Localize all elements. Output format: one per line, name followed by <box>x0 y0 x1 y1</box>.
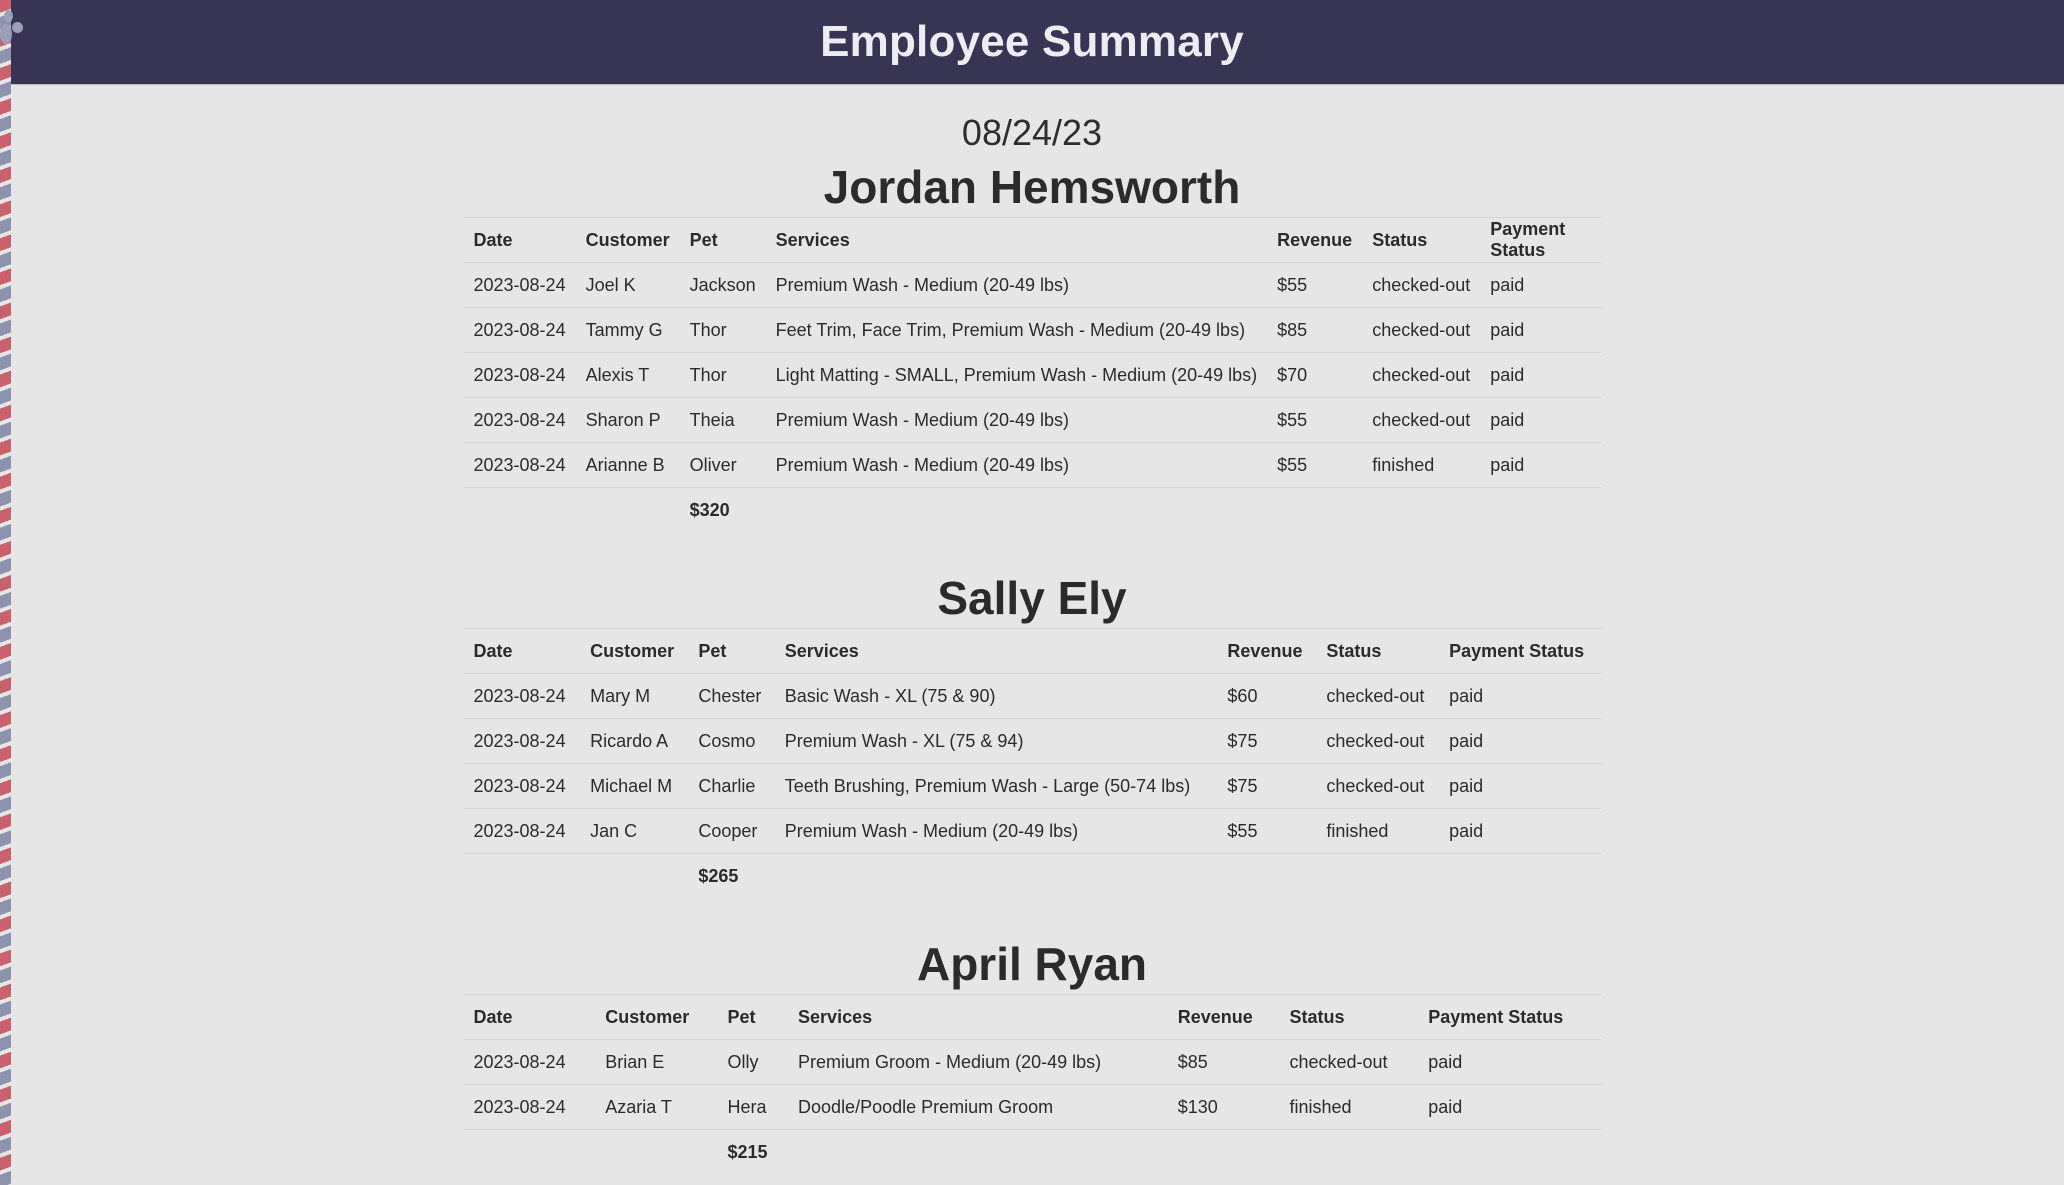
table-row <box>464 674 1601 719</box>
total-row-spacer <box>595 1130 717 1175</box>
cell-status: checked-out <box>1362 308 1480 353</box>
cell-date: 2023-08-24 <box>464 308 576 353</box>
cell-date: 2023-08-24 <box>464 398 576 443</box>
cell-customer: Jan C <box>580 809 688 854</box>
employee-section <box>0 532 2064 898</box>
cell-customer: Sharon P <box>576 398 680 443</box>
column-header-payment-status: Payment Status <box>1418 995 1600 1040</box>
cell-payment-status: paid <box>1480 263 1600 308</box>
cell-revenue: $55 <box>1267 443 1362 488</box>
cell-customer: Alexis T <box>576 353 680 398</box>
cell-pet: Olly <box>717 1040 788 1085</box>
cell-status: finished <box>1316 809 1439 854</box>
cell-customer: Brian E <box>595 1040 717 1085</box>
cell-status: finished <box>1279 1085 1418 1130</box>
cell-services: Teeth Brushing, Premium Wash - Large (50-74 lbs) <box>775 764 1218 809</box>
cell-date: 2023-08-24 <box>464 263 576 308</box>
cell-payment-status: paid <box>1439 809 1600 854</box>
cell-payment-status: paid <box>1418 1085 1600 1130</box>
total-row-spacer <box>1362 488 1480 533</box>
cell-revenue: $60 <box>1217 674 1316 719</box>
column-header-pet: Pet <box>717 995 788 1040</box>
employee-name: Sally Ely <box>937 572 1127 624</box>
table-header-row <box>464 629 1601 674</box>
total-row-spacer <box>1439 854 1600 899</box>
column-header-payment-status: Payment Status <box>1480 218 1600 263</box>
cell-customer: Ricardo A <box>580 719 688 764</box>
table-header-row <box>464 995 1601 1040</box>
column-header-services: Services <box>766 218 1268 263</box>
column-header-customer: Customer <box>576 218 680 263</box>
cell-customer: Michael M <box>580 764 688 809</box>
cell-services: Premium Wash - Medium (20-49 lbs) <box>766 263 1268 308</box>
table-row <box>464 398 1601 443</box>
cell-customer: Mary M <box>580 674 688 719</box>
cell-services: Premium Wash - Medium (20-49 lbs) <box>766 398 1268 443</box>
cell-payment-status: paid <box>1418 1040 1600 1085</box>
cell-services: Premium Groom - Medium (20-49 lbs) <box>788 1040 1168 1085</box>
column-header-services: Services <box>788 995 1168 1040</box>
total-row <box>464 1130 1601 1175</box>
cell-payment-status: paid <box>1480 308 1600 353</box>
cell-date: 2023-08-24 <box>464 809 581 854</box>
cell-revenue: $55 <box>1267 398 1362 443</box>
total-row-spacer <box>464 854 581 899</box>
cell-date: 2023-08-24 <box>464 353 576 398</box>
total-row-spacer <box>464 488 576 533</box>
total-row-spacer <box>464 1130 596 1175</box>
revenue-total: $320 <box>689 499 730 520</box>
total-row-spacer <box>1480 488 1600 533</box>
cell-services: Premium Wash - Medium (20-49 lbs) <box>766 443 1268 488</box>
total-row-spacer <box>788 1130 1168 1175</box>
cell-payment-status: paid <box>1439 719 1600 764</box>
cell-pet: Charlie <box>688 764 774 809</box>
cell-status: checked-out <box>1362 398 1480 443</box>
cell-pet: Thor <box>680 308 766 353</box>
column-header-services: Services <box>775 629 1218 674</box>
column-header-date: Date <box>464 218 576 263</box>
total-row-spacer <box>766 488 1268 533</box>
cell-revenue: $75 <box>1217 719 1316 764</box>
cell-pet: Thor <box>680 353 766 398</box>
revenue-total: $265 <box>698 865 739 886</box>
revenue-total: $215 <box>727 1141 768 1162</box>
cell-revenue: $85 <box>1168 1040 1280 1085</box>
cell-revenue: $130 <box>1168 1085 1280 1130</box>
table-row <box>464 1040 1601 1085</box>
column-header-status: Status <box>1316 629 1439 674</box>
employee-table <box>464 628 1601 898</box>
cell-revenue: $75 <box>1217 764 1316 809</box>
employee-section <box>0 898 2064 1174</box>
cell-status: checked-out <box>1362 263 1480 308</box>
column-header-revenue: Revenue <box>1168 995 1280 1040</box>
cell-status: checked-out <box>1362 353 1480 398</box>
cell-pet: Theia <box>680 398 766 443</box>
table-header-row <box>464 218 1601 263</box>
cell-services: Premium Wash - Medium (20-49 lbs) <box>775 809 1218 854</box>
cell-pet: Jackson <box>680 263 766 308</box>
cell-services: Premium Wash - XL (75 & 94) <box>775 719 1218 764</box>
cell-services: Light Matting - SMALL, Premium Wash - Medium (20-49 lbs) <box>766 353 1268 398</box>
table-row <box>464 719 1601 764</box>
column-header-date: Date <box>464 995 596 1040</box>
column-header-pet: Pet <box>680 218 766 263</box>
table-row <box>464 809 1601 854</box>
cell-customer: Joel K <box>576 263 680 308</box>
column-header-status: Status <box>1362 218 1480 263</box>
column-header-pet: Pet <box>688 629 774 674</box>
cell-services: Basic Wash - XL (75 & 90) <box>775 674 1218 719</box>
cell-revenue: $70 <box>1267 353 1362 398</box>
cell-pet: Oliver <box>680 443 766 488</box>
column-header-date: Date <box>464 629 581 674</box>
cell-date: 2023-08-24 <box>464 1085 596 1130</box>
cell-payment-status: paid <box>1439 674 1600 719</box>
column-header-customer: Customer <box>580 629 688 674</box>
table-row <box>464 263 1601 308</box>
cell-customer: Tammy G <box>576 308 680 353</box>
table-row <box>464 353 1601 398</box>
cell-payment-status: paid <box>1480 353 1600 398</box>
table-row <box>464 308 1601 353</box>
decorative-stripe <box>0 0 11 1185</box>
cell-pet: Hera <box>717 1085 788 1130</box>
employee-name: April Ryan <box>916 938 1148 990</box>
total-row <box>464 854 1601 899</box>
cell-date: 2023-08-24 <box>464 443 576 488</box>
cell-payment-status: paid <box>1480 443 1600 488</box>
column-header-payment-status: Payment Status <box>1439 629 1600 674</box>
cell-pet: Cosmo <box>688 719 774 764</box>
employee-table <box>464 994 1601 1174</box>
table-row <box>464 443 1601 488</box>
cell-status: checked-out <box>1316 719 1439 764</box>
column-header-revenue: Revenue <box>1267 218 1362 263</box>
total-row-spacer <box>580 854 688 899</box>
cell-pet: Chester <box>688 674 774 719</box>
cell-revenue: $55 <box>1217 809 1316 854</box>
cell-services: Doodle/Poodle Premium Groom <box>788 1085 1168 1130</box>
cell-customer: Azaria T <box>595 1085 717 1130</box>
column-header-status: Status <box>1279 995 1418 1040</box>
total-row-spacer <box>1267 488 1362 533</box>
cell-status: checked-out <box>1279 1040 1418 1085</box>
total-row-spacer <box>775 854 1218 899</box>
cell-services: Feet Trim, Face Trim, Premium Wash - Medium (20-49 lbs) <box>766 308 1268 353</box>
cell-status: finished <box>1362 443 1480 488</box>
employee-section <box>0 157 2064 532</box>
column-header-revenue: Revenue <box>1217 629 1316 674</box>
total-row-spacer <box>1279 1130 1418 1175</box>
cell-date: 2023-08-24 <box>464 764 581 809</box>
total-row-spacer <box>1418 1130 1600 1175</box>
employee-table <box>464 217 1601 532</box>
cell-customer: Arianne B <box>576 443 680 488</box>
total-row-spacer <box>1168 1130 1280 1175</box>
table-row <box>464 764 1601 809</box>
total-row-spacer <box>576 488 680 533</box>
cell-status: checked-out <box>1316 764 1439 809</box>
cell-revenue: $55 <box>1267 263 1362 308</box>
cell-payment-status: paid <box>1439 764 1600 809</box>
cell-pet: Cooper <box>688 809 774 854</box>
cell-date: 2023-08-24 <box>464 719 581 764</box>
employee-name: Jordan Hemsworth <box>823 161 1241 213</box>
page-title: Employee Summary <box>820 17 1244 66</box>
column-header-customer: Customer <box>595 995 717 1040</box>
total-row-spacer <box>1316 854 1439 899</box>
cell-date: 2023-08-24 <box>464 1040 596 1085</box>
total-row-spacer <box>1217 854 1316 899</box>
cell-payment-status: paid <box>1480 398 1600 443</box>
table-row <box>464 1085 1601 1130</box>
report-date: 08/24/23 <box>961 112 1103 153</box>
total-row <box>464 488 1601 533</box>
cell-date: 2023-08-24 <box>464 674 581 719</box>
cell-status: checked-out <box>1316 674 1439 719</box>
cell-revenue: $85 <box>1267 308 1362 353</box>
app-header <box>0 0 2064 85</box>
